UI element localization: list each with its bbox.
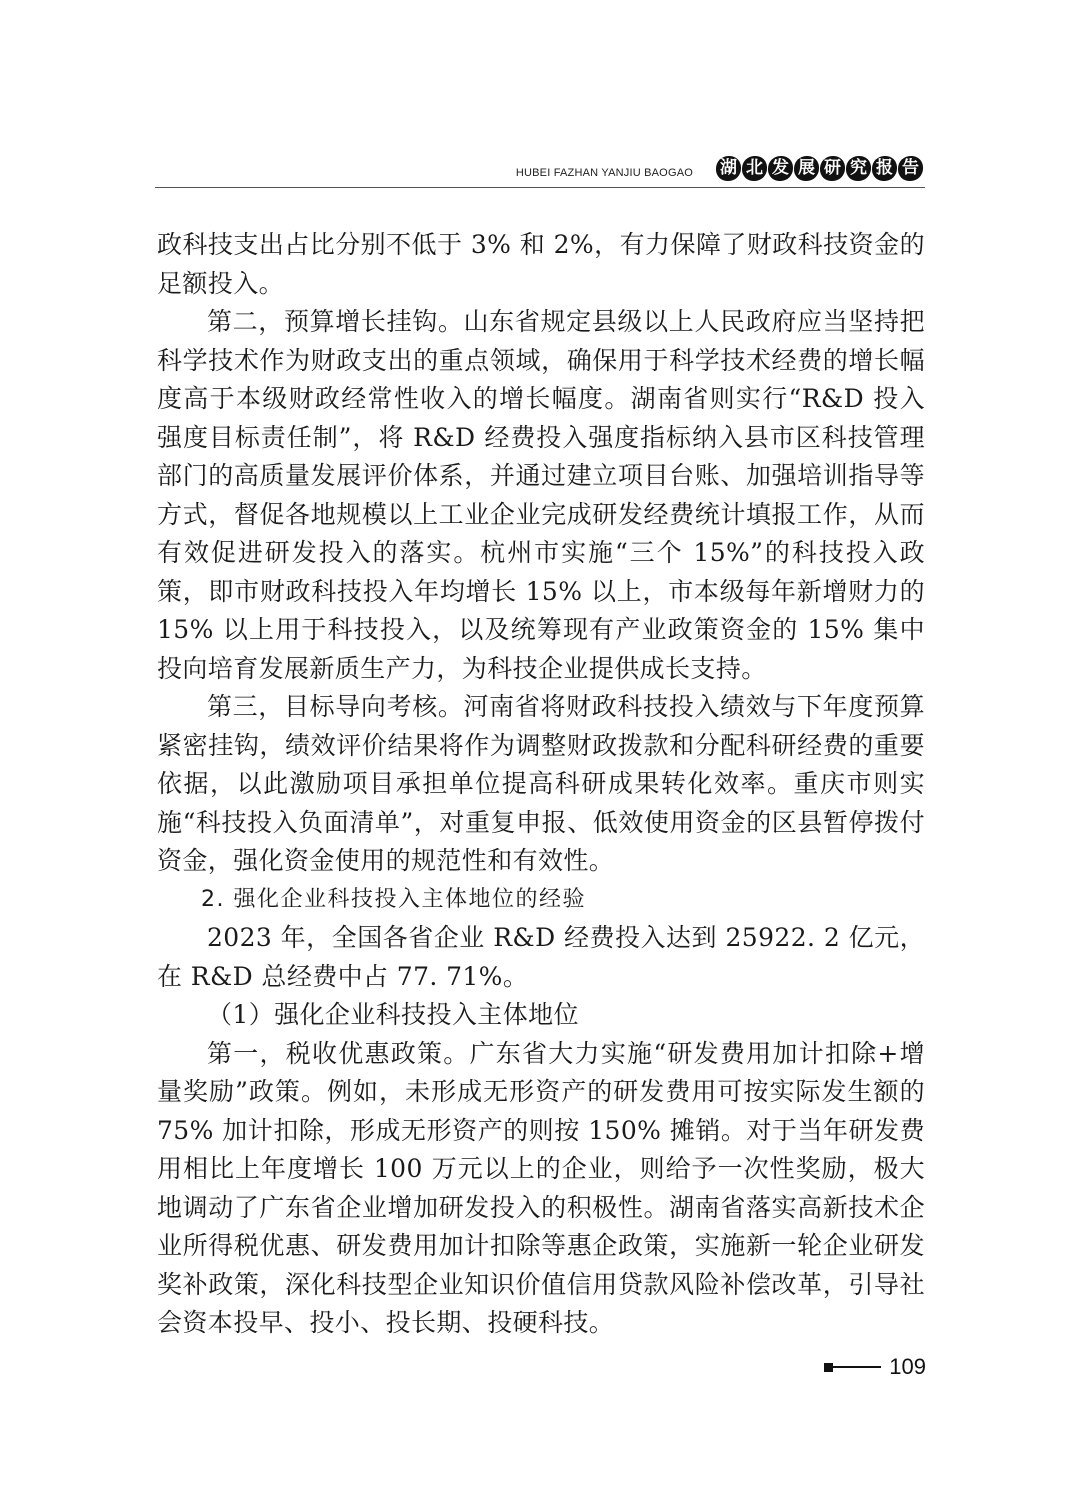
brand-char: 告 (898, 156, 923, 181)
paragraph-continued: 政科技支出占比分别不低于 3% 和 2%，有力保障了财政科技资金的足额投入。 (157, 230, 925, 298)
footer-square-ornament (824, 1363, 833, 1372)
brand-char: 北 (742, 156, 767, 181)
page-number: 109 (889, 1354, 926, 1379)
header-brand-logo (716, 156, 923, 181)
body-text (157, 226, 925, 1343)
paragraph-enterprise-rd: 2023 年，全国各省企业 R&D 经费投入达到 25922. 2 亿元，在 R&D 总经费中占 77. 71%。 (157, 923, 925, 991)
header-rule (155, 187, 925, 188)
brand-char: 湖 (716, 156, 741, 181)
brand-char: 报 (872, 156, 897, 181)
brand-char: 究 (846, 156, 871, 181)
paragraph-budget-growth: 第二，预算增长挂钩。山东省规定县级以上人民政府应当坚持把科学技术作为财政支出的重点领域，确保用于科学技术经费的增长幅度高于本级财政经常性收入的增长幅度。湖南省则实行“R&D 投入强度目标责任制”，将 R&D 经费投入强度指标纳入县市区科技管理部门的高质量发展评价体系，并通过建立项目台账、加强培训指导等方式，督促各地规模以上工业企业完成研发经费统计填报工作，从而有效促进研发投入的落实。杭州市实施“三个 15%”的科技投入政策，即市财政科技投入年均增长 15% 以上，市本级每年新增财力的 15% 以上用于科技投入，以及统筹现有产业政策资金的 15% 集中投向培育发展新质生产力，为科技企业提供成长支持。 (157, 307, 925, 683)
page-footer (824, 1354, 926, 1380)
header-latin-title: HUBEI FAZHAN YANJIU BAOGAO (515, 167, 693, 179)
paragraph-tax-incentives: 第一，税收优惠政策。广东省大力实施“研发费用加计扣除+增量奖励”政策。例如，未形成无形资产的研发费用可按实际发生额的 75% 加计扣除，形成无形资产的则按 150% 摊销。对于当年研发费用相比上年度增长 100 万元以上的企业，则给予一次性奖励，极大地调动了广东省企业增加研发投入的积极性。湖南省落实高新技术企业所得税优惠、研发费用加计扣除等惠企政策，实施新一轮企业研发奖补政策，深化科技型企业知识价值信用贷款风险补偿改革，引导社会资本投早、投小、投长期、投硬科技。 (157, 1038, 925, 1337)
subsection-heading: （1）强化企业科技投入主体地位 (207, 1000, 579, 1029)
paragraph-target-assessment: 第三，目标导向考核。河南省将财政科技投入绩效与下年度预算紧密挂钩，绩效评价结果将作为调整财政拨款和分配科研经费的重要依据，以此激励项目承担单位提高科研成果转化效率。重庆市则实施“科技投入负面清单”，对重复申报、低效使用资金的区县暂停拨付资金，强化资金使用的规范性和有效性。 (157, 692, 925, 875)
brand-char: 研 (820, 156, 845, 181)
brand-char: 发 (768, 156, 793, 181)
brand-char: 展 (794, 156, 819, 181)
section-heading: 2. 强化企业科技投入主体地位的经验 (201, 886, 586, 912)
running-header (155, 150, 925, 190)
footer-rule (833, 1366, 881, 1368)
